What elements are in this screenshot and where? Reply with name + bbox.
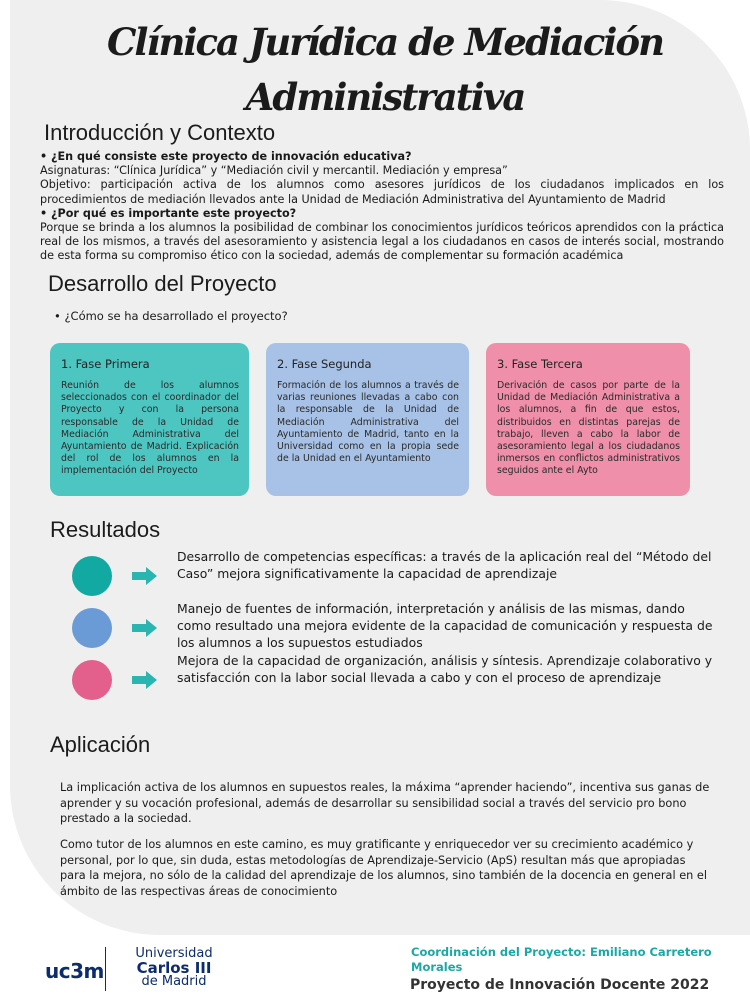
- arrow-right-icon: [132, 566, 158, 586]
- intro-section: [40, 150, 724, 264]
- aplicacion-paragraph-2: Como tutor de los alumnos en este camino, es muy gratificante y enriquecedor ver su crecimiento académico y personal, por lo que, sin duda, estas metodologías de Aprendizaje-Servicio (ApS) resultan más que apropiadas para la mejora, no sólo de la calidad del aprendizaje de los alumnos, sino también de la docencia en general en el ámbito de las respectivas áreas de conocimiento: [60, 838, 707, 898]
- phase-title: 1. Fase Primera: [61, 357, 150, 371]
- intro-objetivo: Objetivo: participación activa de los alumnos como asesores jurídicos de los ciudadanos implicados en los procedimientos de mediación llevados ante la Unidad de Mediación Administrativa del Ayuntamiento de Madrid: [40, 178, 724, 206]
- logo-divider: [105, 947, 106, 991]
- intro-answer: Porque se brinda a los alumnos la posibilidad de combinar los conocimientos jurídicos teóricos aprendidos con la práctica real de los mismos, a través del asesoramiento y asistencia legal a los ciudadanos en casos de interés social, mostrando de esta forma su compromiso ético con la sociedad, además de complementar su formación académica: [40, 221, 724, 263]
- result-text: Mejora de la capacidad de organización, análisis y síntesis. Aprendizaje colaborativo y satisfacción con la labor social llevada a cabo y con el proceso de aprendizaje: [177, 653, 713, 685]
- resultados-heading: Resultados: [50, 517, 161, 542]
- poster-title-line1: Clínica Jurídica de Mediación: [106, 20, 664, 64]
- phase-card-2: [266, 343, 469, 496]
- logo-uc3m: uc3m: [45, 959, 104, 983]
- arrow-shape: [132, 567, 157, 585]
- desarrollo-heading: Desarrollo del Proyecto: [48, 271, 277, 296]
- result-bullet-circle: [72, 660, 112, 700]
- arrow-shape: [132, 671, 157, 689]
- phase-title: 3. Fase Tercera: [497, 357, 583, 371]
- intro-asignaturas: Asignaturas: “Clínica Jurídica” y “Mediación civil y mercantil. Mediación y empresa”: [40, 164, 508, 178]
- phase-body: Reunión de los alumnos seleccionados con el coordinador del Proyecto y con la persona responsable de la Unidad de Mediación Administrativa del Ayuntamiento de Madrid. Explicación del rol de los alumnos en la implementación del Proyecto: [61, 380, 239, 477]
- logo-line-2: Carlos III: [136, 959, 212, 977]
- intro-question-2: • ¿Por qué es importante este proyecto?: [40, 206, 297, 220]
- result-item: [70, 653, 720, 710]
- intro-heading: Introducción y Contexto: [44, 120, 276, 145]
- aplicacion-heading: Aplicación: [50, 732, 151, 757]
- arrow-right-icon: [132, 618, 158, 638]
- result-text: Manejo de fuentes de información, interpretación y análisis de las mismas, dando como resultado una mejora evidente de la capacidad de comunicación y respuesta de los alumnos a los supuestos estudiados: [177, 601, 713, 650]
- arrow-right-icon: [132, 670, 158, 690]
- logo-line-3: de Madrid: [141, 974, 207, 989]
- arrow-shape: [132, 619, 157, 637]
- phase-body: Derivación de casos por parte de la Unidad de Mediación Administrativa a los alumnos, a fin de que estos, distribuidos en distintas parejas de trabajo, lleven a cabo la labor de asesoramiento legal a los ciudadanos inmersos en conflictos administrativos seguidos ante el Ayto: [497, 380, 680, 477]
- logo-line-1: Universidad: [135, 946, 213, 961]
- phase-body: Formación de los alumnos a través de varias reuniones llevadas a cabo con la responsable de la Unidad de Mediación Administrativa del Ayuntamiento de Madrid, tanto en la Universidad como en la propia sede de la Unidad en el Ayuntamiento: [277, 380, 459, 465]
- aplicacion-paragraph-1: La implicación activa de los alumnos en supuestos reales, la máxima “aprender haciendo”, incentiva sus ganas de aprender y su vocación profesional, además de desarrollar su sensibilidad social a través del servicio pro bono prestado a la sociedad.: [60, 781, 710, 825]
- result-bullet-circle: [72, 556, 112, 596]
- phase-title: 2. Fase Segunda: [277, 357, 372, 371]
- phase-card-3: [486, 343, 690, 496]
- poster-title-line2: Administrativa: [245, 75, 525, 119]
- phase-card-1: [50, 343, 249, 496]
- intro-question-1: • ¿En qué consiste este proyecto de innovación educativa?: [40, 150, 412, 163]
- result-bullet-circle: [72, 608, 112, 648]
- result-item: [70, 549, 720, 606]
- project-label: Proyecto de Innovación Docente 2022: [410, 977, 710, 993]
- project-coordination: Coordinación del Proyecto: Emiliano Carretero Morales: [411, 945, 712, 974]
- logo-university-name: [114, 947, 234, 989]
- result-text: Desarrollo de competencias específicas: a través de la aplicación real del “Método del Caso” mejora significativamente la capacidad de aprendizaje: [177, 549, 712, 581]
- desarrollo-question: • ¿Cómo se ha desarrollado el proyecto?: [54, 309, 288, 323]
- result-item: [70, 601, 720, 658]
